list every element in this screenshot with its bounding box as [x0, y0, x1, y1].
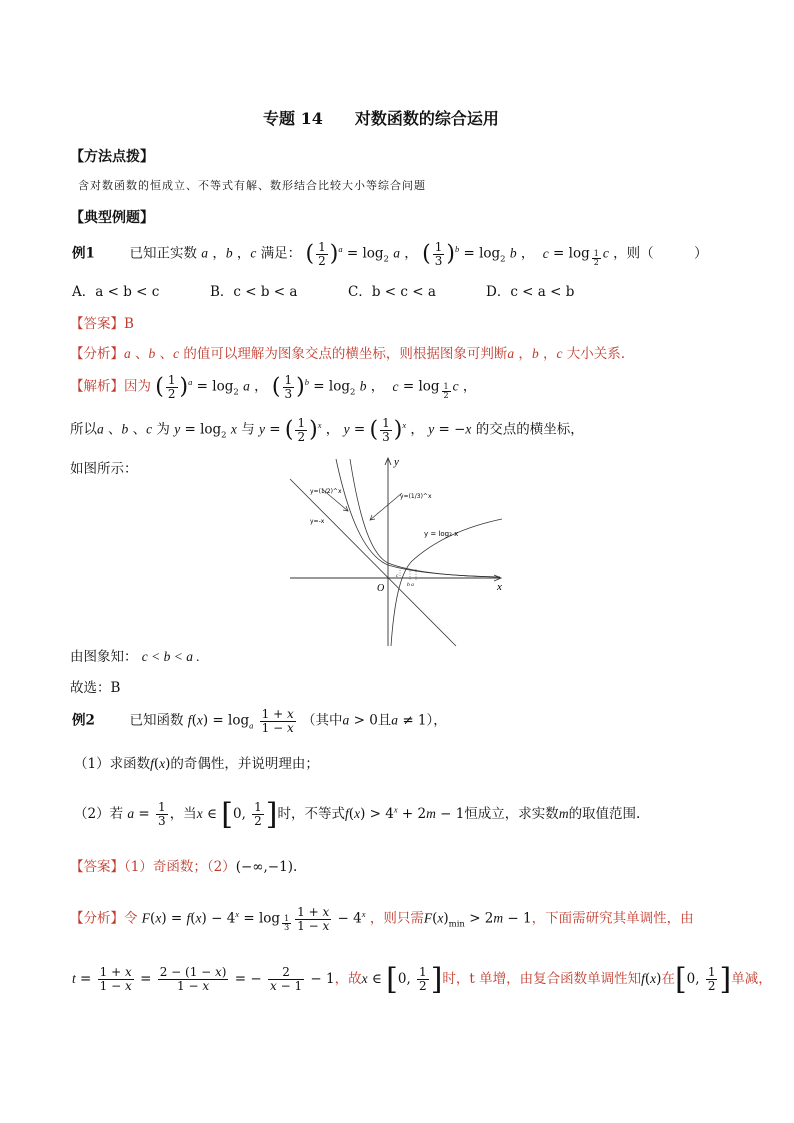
curve-half-pow	[336, 459, 500, 577]
ex1-stem-prefix: 已知正实数	[129, 245, 197, 262]
ex2-analysis-on: 在	[661, 971, 675, 987]
ex2-q2-tail: 的取值范围.	[568, 806, 641, 822]
ex1-then: ，则（ ）	[613, 245, 708, 262]
ex1-answer-value: B	[124, 316, 134, 332]
ex2-stem: 例2 已知函数 $f(x) = \log_a$ $\frac{1 + x}{1 - x}$ （其中a > 0且a ≠ 1），	[72, 707, 447, 735]
ex2-stem-close: ），	[426, 712, 447, 729]
page-title: 专题 14 对数函数的综合运用	[263, 109, 499, 128]
ex1-solution-tag: 【解析】	[70, 378, 124, 395]
method-heading: 【方法点拨】	[70, 149, 154, 165]
ex1-label: 例1	[72, 245, 95, 262]
ex1-answer-tag: 【答案】	[70, 316, 124, 332]
mark-ba-label: b a	[407, 582, 414, 588]
ex1-option-d: D．c < a < b	[486, 284, 575, 300]
label-half-pow: y=(1/2)^x	[310, 488, 342, 495]
ex1-analysis: 【分析】a 、b 、c 的值可以理解为图象交点的横坐标，则根据图象可判断a ，b ，c 大小关系.	[70, 346, 626, 362]
ex1-analysis-tag: 【分析】	[70, 346, 124, 362]
ex1-so-prefix: 所以	[70, 421, 97, 438]
ex2-analysis-time: 时，	[442, 971, 470, 987]
ex2-answer: 【答案】（1）奇函数；（2）(−∞,−1).	[70, 859, 298, 875]
ex2-label: 例2	[72, 712, 95, 729]
ex2-analysis-1: 【分析】令 $F(x) = f(x) - 4^x = \log$ $_{\frac{1}{3}}$ $\frac{1 + x}{1 - x}$ − $4^x$ ，则只需$F(x)_{min} > 2m - 1$，下面需研究其单调性，由	[70, 905, 694, 933]
label-log2: y = log₂ x	[424, 530, 459, 538]
ex2-answer-text: （1）奇函数；（2）	[124, 859, 236, 875]
ex1-conclusion-prefix: 由图象知：	[70, 649, 138, 665]
examples-heading: 【典型例题】	[70, 210, 154, 226]
curve-neg-x	[290, 479, 459, 646]
ex1-so-line: 所以a 、b 、c 为 $y = \log_2 x$ 与 y = ( $\frac{1}{2}$ )$^x$ ， y = ( $\frac{1}{3}$ )$^x$ ， y = −x 的交点的横坐标，	[70, 416, 584, 444]
ex2-analysis-dec: 单减，	[731, 971, 772, 987]
label-third-pow: y=(1/3)^x	[400, 493, 432, 500]
ex2-analysis-tag: 【分析】	[70, 910, 124, 927]
function-graph	[284, 453, 514, 649]
mark-c-label: c	[396, 573, 399, 579]
ex1-stem: 例1 已知正实数 a ，b ，c 满足： ( $\frac{1}{2}$ )$^a = \log_2 a$ ， ( $\frac{1}{3}$ )$^b = \log_2 b$ ， c = log $_{\frac{1}{2}}$ c ，则（ ）	[72, 240, 708, 268]
label-arrow-third	[370, 493, 402, 520]
ex1-so-mid: 为	[156, 421, 170, 438]
ex1-analysis-end: 大小关系.	[566, 346, 626, 362]
ex2-answer-tag: 【答案】	[70, 859, 124, 875]
ex2-stem-prefix: 已知函数	[129, 712, 184, 729]
ex2-analysis-since: ，故	[334, 971, 362, 987]
ex2-q2-text: （2）若	[74, 806, 124, 822]
ex2-analysis-t: t 单增，由复合函数单调性知	[469, 971, 642, 987]
ex2-analysis-study: ，下面需研究其单调性，由	[531, 910, 694, 927]
ex1-choose: 故选：B	[70, 680, 121, 696]
ex2-q1-text: （1）求函数	[74, 756, 151, 772]
origin-label: O	[377, 583, 385, 594]
ex2-q2-end: 恒成立，求实数	[464, 806, 559, 822]
ex1-as-shown: 如图所示：	[70, 461, 138, 477]
ex2-answer-interval: (−∞,−1)	[235, 859, 293, 875]
ex1-conclusion-expr: c < b < a .	[141, 649, 200, 664]
ex1-so-end: 的交点的横坐标，	[475, 421, 584, 438]
ex2-stem-and: 且	[377, 712, 392, 729]
axis-x-label: x	[497, 581, 502, 593]
ex1-option-a: A．a < b < c	[72, 284, 160, 300]
ex2-analysis-let: 令	[124, 910, 138, 927]
method-text: 含对数函数的恒成立、不等式有解、数形结合比较大小等综合问题	[78, 179, 426, 192]
ex2-q2-when: ，当	[169, 806, 197, 822]
ex1-option-b: B．c < b < a	[210, 284, 298, 300]
ex1-satisfy: 满足：	[260, 245, 302, 262]
ex1-conclusion	[70, 645, 200, 665]
ex2-q2-mid: 时，不等式	[277, 806, 346, 822]
ex1-because: 因为	[124, 378, 151, 395]
ex1-option-c: C．b < c < a	[348, 284, 436, 300]
ex2-stem-cond: （其中	[302, 712, 343, 729]
ex2-analysis-need: ，则只需	[369, 910, 424, 927]
ex1-answer	[70, 312, 134, 332]
ex1-analysis-text: 的值可以理解为图象交点的横坐标，则根据图象可判断	[183, 346, 508, 362]
ex2-q1-end: 的奇偶性，并说明理由；	[170, 756, 319, 772]
label-neg-x: y=-x	[310, 518, 325, 525]
axis-y-label: y	[394, 456, 399, 468]
ex2-analysis-2: t = $\frac{1 + x}{1 - x}$ = $\frac{2 - (1 - x)}{1 - x}$ = − $\frac{2}{x - 1}$ − 1，故x ∈ [0, $\frac{1}{2}$ ]时，t 单增，由复合函数单调性知f(x)在[0, $\frac{1}{2}$ ]单减，	[72, 962, 772, 997]
ex2-q1: （1）求函数f(x)的奇偶性，并说明理由；	[74, 756, 319, 772]
ex2-q2: （2）若 a = $\frac{1}{3}$ ，当x ∈ [0, $\frac{1}{2}$ ]时，不等式$f(x) > 4^x + 2m - 1$恒成立，求实数m的取值范围.	[74, 797, 641, 832]
ex1-so-and: 与	[241, 421, 255, 438]
ex1-solution: 【解析】因为 ( $\frac{1}{2}$ )$^a = \log_2 a$ ， ( $\frac{1}{3}$ )$^b = \log_2 b$ ， c = log $_{\frac{1}{2}}$ c ，	[70, 373, 477, 401]
